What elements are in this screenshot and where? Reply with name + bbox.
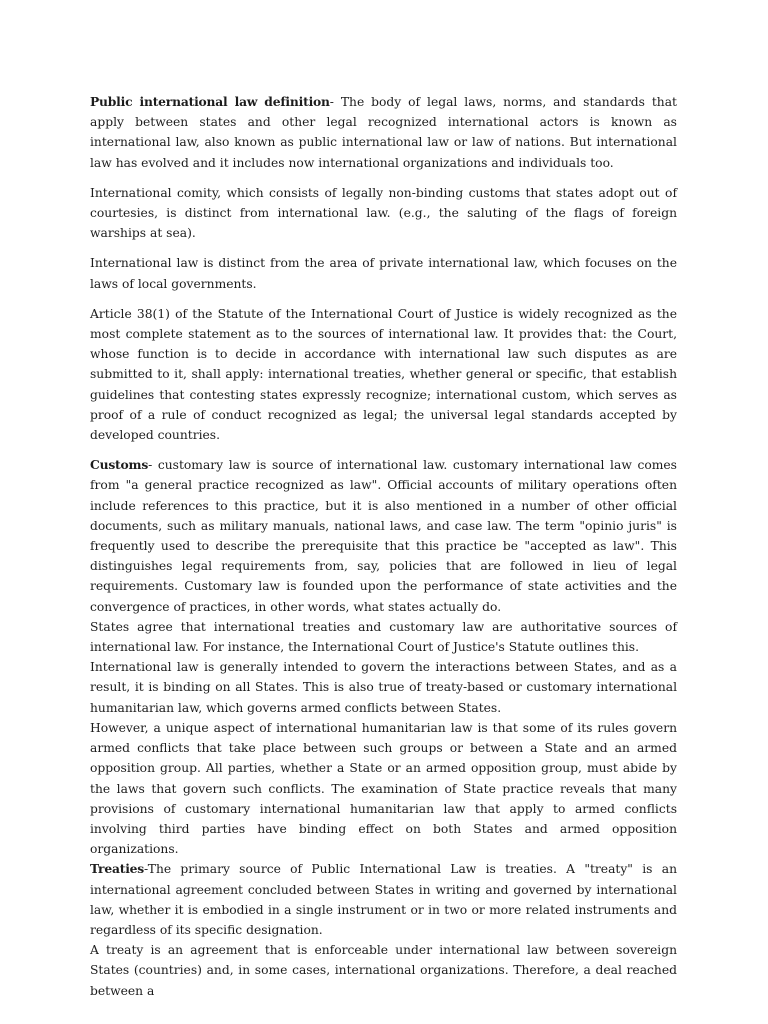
paragraph-text: However, a unique aspect of international humanitarian law is that some of its rules govern armed conflicts that take place between such groups or between a State and an armed opposition group. All parties, whether a State or an armed opposition group, must abide by the laws that govern such conflicts. The examination of State practice reveals that many provisions of customary international humanitarian law that apply to armed conflicts involving third parties have binding effect on both States and armed opposition organizations. bbox=[90, 720, 677, 857]
paragraph-private-law bbox=[90, 253, 677, 293]
document-page bbox=[90, 92, 677, 1001]
paragraph-text: - customary law is source of international law. customary international law comes from "a general practice recognized as law". Official accounts of military operations often include references to this practice, but it is also mentioned in a number of other official documents, such as military manuals, national laws, and case law. The term "opinio juris" is frequently used to describe the prerequisite that this practice be "accepted as law". This distinguishes legal requirements from, say, policies that are followed in lieu of legal requirements. Customary law is founded upon the performance of state activities and the convergence of practices, in other words, what states actually do. bbox=[90, 458, 677, 614]
paragraph-text: - The body of legal laws, norms, and standards that apply between states and other legal recognized international actors is known as international law, also known as public international law or law of nations. But international law has evolved and it includes now international organizations and individuals too. bbox=[90, 95, 677, 170]
paragraph-treaty-agreement bbox=[90, 940, 677, 1001]
paragraph-humanitarian bbox=[90, 718, 677, 859]
paragraph-customs bbox=[90, 455, 677, 617]
paragraph-text: Article 38(1) of the Statute of the International Court of Justice is widely recognized as the most complete statement as to the sources of international law. It provides that: the Court, whose function is to decide in accordance with international law such disputes as are submitted to it, shall apply: international treaties, whether general or specific, that establish guidelines that contesting states expressly recognize; international custom, which serves as proof of a rule of conduct recognized as legal; the universal legal standards accepted by developed countries. bbox=[90, 306, 677, 443]
heading-definition: Public international law definition bbox=[90, 94, 330, 109]
paragraph-text: International law is generally intended to govern the interactions between States, and as a result, it is binding on all States. This is also true of treaty-based or customary international humanitarian law, which governs armed conflicts between States. bbox=[90, 660, 677, 715]
paragraph-text: A treaty is an agreement that is enforceable under international law between sovereign States (countries) and, in some cases, international organizations. Therefore, a deal reached between a bbox=[90, 943, 677, 998]
paragraph-states-agree bbox=[90, 617, 677, 657]
heading-treaties: Treaties bbox=[90, 861, 145, 877]
paragraph-binding bbox=[90, 657, 677, 718]
paragraph-text: International law is distinct from the area of private international law, which focuses on the laws of local governments. bbox=[90, 256, 677, 291]
paragraph-text: States agree that international treaties and customary law are authoritative sources of international law. For instance, the International Court of Justice's Statute outlines this. bbox=[90, 619, 677, 655]
paragraph-text: International comity, which consists of legally non-binding customs that states adopt out of courtesies, is distinct from international law. (e.g., the saluting of the flags of foreign warships at sea). bbox=[90, 185, 677, 241]
paragraph-definition bbox=[90, 92, 677, 173]
paragraph-article-38 bbox=[90, 304, 677, 445]
paragraph-treaties bbox=[90, 859, 677, 940]
paragraph-comity bbox=[90, 183, 677, 244]
paragraph-text: -The primary source of Public International Law is treaties. A "treaty" is an international agreement concluded between States in writing and governed by international law, whether it is embodied in a single instrument or in two or more related instruments and regardless of its specific designation. bbox=[90, 862, 677, 937]
heading-customs: Customs bbox=[90, 457, 149, 473]
